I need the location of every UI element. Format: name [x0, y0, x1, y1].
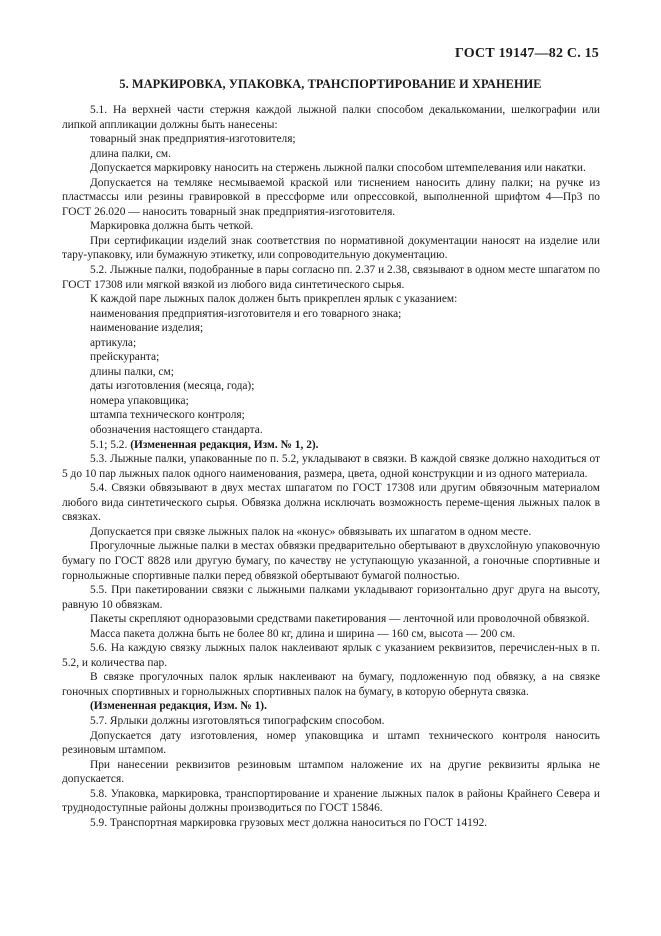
paragraph: даты изготовления (месяца, года); — [90, 380, 255, 393]
paragraph: 5.1. На верхней части стержня каждой лыжной палки способом декалькомании, шелкографии или липкой аппликации должны быть нанесены: — [62, 104, 600, 131]
paragraph: наименование изделия; — [90, 322, 204, 335]
section-title: 5. МАРКИРОВКА, УПАКОВКА, ТРАНСПОРТИРОВАНИЕ И ХРАНЕНИЕ — [119, 77, 542, 91]
paragraph: артикула; — [90, 336, 137, 349]
paragraph: 5.9. Транспортная маркировка грузовых мест должна наноситься по ГОСТ 14192. — [90, 816, 488, 829]
paragraph: 5.5. При пакетировании связки с лыжными палками укладывают горизонтально друг друга на высоту, равную 10 обвязкам. — [62, 584, 600, 611]
paragraph: При сертификации изделий знак соответствия по нормативной документации наносят на изделие или тару-упаковку, или бумажную этикетку, или сопроводительную документацию. — [62, 234, 600, 262]
paragraph: 5.7. Ярлыки должны изготовляться типографским способом. — [90, 714, 385, 727]
paragraph: 5.3. Лыжные палки, упакованные по п. 5.2, укладывают в связки. В каждой связке должно находиться от 5 до 10 пар лыжных палок одного наименования, размера, цвета, одной конструкции и из одного материала. — [62, 453, 600, 480]
paragraph: длины палки, см; — [90, 365, 174, 378]
paragraph: При нанесении реквизитов резиновым штампом наложение их на другие реквизиты ярлыка не допускается. — [62, 758, 600, 786]
paragraph: 5.4. Связки обвязывают в двух местах шпагатом по ГОСТ 17308 или другим обвязочным материалом любого вида синтетического сырья. Обвязка должна исключать возможность переме-щения лыжных палок в связках. — [62, 482, 600, 524]
paragraph: К каждой паре лыжных палок должен быть прикреплен ярлык с указанием: — [90, 293, 458, 306]
amendment-ref: 5.1; 5.2. — [90, 438, 128, 451]
paragraph: номера упаковщика; — [90, 394, 189, 407]
paragraph: длина палки, см. — [90, 147, 171, 160]
document-body — [62, 103, 600, 830]
paragraph: Прогулочные лыжные палки в местах обвязки предварительно обертывают в двухслойную упаковочную бумагу по ГОСТ 8828 или другую бумагу, по качеству не уступающую указанной, а гоночные спортивные и горнолыжные спортивные палки перед обвязкой обертывают бумагой полностью. — [62, 540, 600, 582]
paragraph: Маркировка должна быть четкой. — [90, 220, 254, 233]
paragraph: Допускается маркировку наносить на стержень лыжной палки способом штемпелевания или накатки. — [90, 162, 586, 175]
amendment-note — [62, 438, 600, 453]
amendment-note: (Измененная редакция, Изм. № 1). — [90, 700, 267, 713]
paragraph: обозначения настоящего стандарта. — [90, 424, 263, 437]
paragraph: 5.2. Лыжные палки, подобранные в пары согласно пп. 2.37 и 2.38, связывают в одном месте шпагатом по ГОСТ 17308 или мягкой вязкой из любого вида синтетического сырья. — [62, 264, 600, 291]
paragraph: 5.6. На каждую связку лыжных палок наклеивают ярлык с указанием реквизитов, перечислен-ных в п. 5.2, и количества пар. — [62, 642, 600, 669]
paragraph: 5.8. Упаковка, маркировка, транспортирование и хранение лыжных палок в районы Крайнего Севера и труднодоступные районы должны производиться по ГОСТ 15846. — [62, 787, 600, 815]
paragraph: Допускается дату изготовления, номер упаковщика и штамп технического контроля наносить резиновым штампом. — [62, 729, 600, 757]
paragraph: В связке прогулочных палок ярлык наклеивают на бумагу, подложенную под обвязку, а на связке гоночных спортивных и горнолыжных спортивных палок на бумагу, в которую обернута связка. — [62, 671, 600, 698]
paragraph: Масса пакета должна быть не более 80 кг, длина и ширина — 160 см, высота — 200 см. — [90, 627, 516, 640]
paragraph: товарный знак предприятия-изготовителя; — [90, 133, 296, 146]
paragraph: Пакеты скрепляют одноразовыми средствами пакетирования — ленточной или проволочной обвязкой. — [90, 613, 590, 626]
paragraph: прейскуранта; — [90, 351, 160, 364]
amendment-text: (Измененная редакция, Изм. № 1, 2). — [130, 438, 319, 451]
paragraph: наименования предприятия-изготовителя и его товарного знака; — [90, 307, 402, 320]
paragraph: Допускается на темляке несмываемой краской или тиснением наносить длину палки; на ручке из пластмассы или резины гравировкой в прессформе или опрессовкой, выполненной шрифтом 4—Пр3 по ГОСТ 26.020 — наносить товарный знак предприятия-изготовителя. — [62, 176, 600, 218]
paragraph: штампа технического контроля; — [90, 409, 245, 422]
paragraph: Допускается при связке лыжных палок на «конус» обвязывать их шпагатом в одном месте. — [90, 525, 532, 538]
page-header: ГОСТ 19147—82 С. 15 — [455, 46, 599, 61]
